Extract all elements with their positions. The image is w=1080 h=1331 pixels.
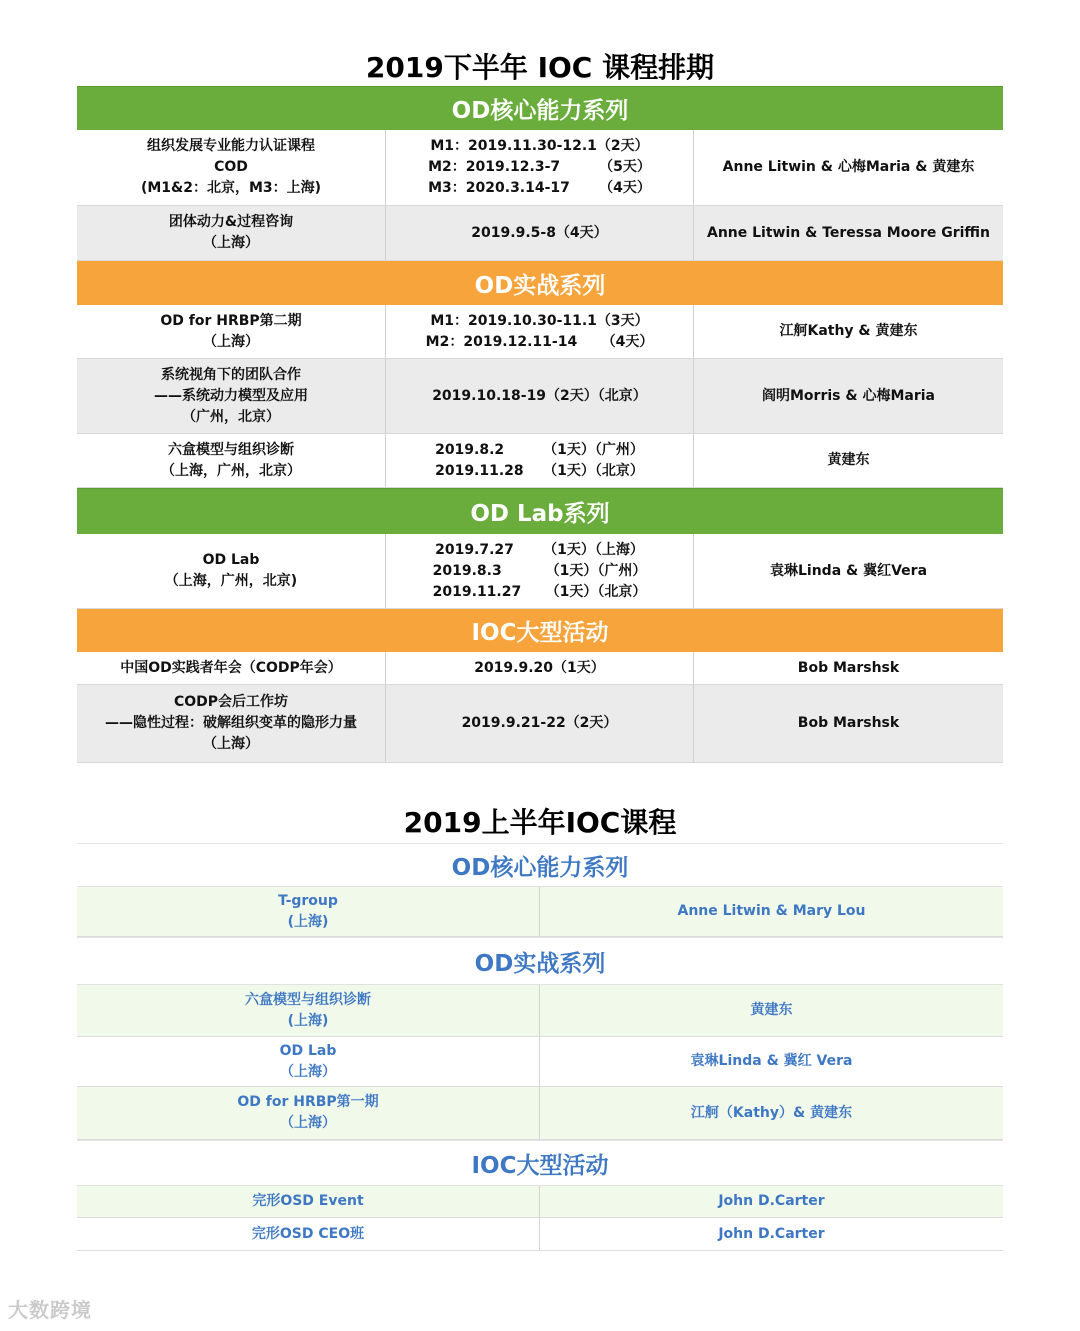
dates-cell: 2019.7.27 （1天）（上海） 2019.8.3 （1天）（广州） 2019.11.27 （1天）（北京）: [386, 534, 694, 608]
teacher-cell: John D.Carter: [718, 1193, 825, 1209]
table-row: [77, 206, 1003, 261]
section-header-ioc-events: IOC大型活动: [77, 609, 1003, 652]
course-cell: 完形OSD Event: [77, 1186, 540, 1217]
dates-cell: 2019.8.2 （1天）（广州） 2019.11.28 （1天）（北京）: [386, 434, 694, 487]
course-cell: 完形OSD CEO班: [77, 1218, 540, 1250]
table-row: [77, 1037, 1003, 1087]
teacher-cell: Bob Marshsk: [797, 659, 900, 676]
teacher-cell: 黄建东: [827, 452, 870, 468]
teacher-cell: Anne Litwin & 心梅Maria & 黄建东: [722, 159, 975, 175]
course-cell: 中国OD实践者年会（CODP年会）: [77, 652, 386, 684]
dates-cell: M1：2019.10.30-11.1（3天） M2：2019.12.11-14 （4天）: [386, 305, 694, 358]
teacher-cell: 袁琳Linda & 冀红Vera: [769, 562, 928, 579]
teacher-cell: Anne Litwin & Teressa Moore Griffin: [707, 224, 990, 241]
teacher-cell: 阎明Morris & 心梅Maria: [762, 387, 935, 404]
page-title-first-half: 2019上半年IOC课程: [403, 806, 677, 839]
dates-cell: 2019.9.20（1天）: [386, 652, 694, 684]
teacher-cell: 黄建东: [750, 1002, 793, 1018]
course-cell: 组织发展专业能力认证课程 COD (M1&2：北京，M3：上海): [77, 130, 386, 205]
teacher-cell: 江舸（Kathy）& 黄建东: [690, 1104, 853, 1121]
section-header-od-core: OD核心能力系列: [77, 843, 1003, 887]
table-row: [77, 1218, 1003, 1251]
section-header-ioc-events: IOC大型活动: [77, 1140, 1003, 1186]
table-row: [77, 305, 1003, 359]
course-cell: OD for HRBP第一期 （上海）: [77, 1087, 540, 1139]
dates-cell: M1：2019.11.30-12.1（2天） M2：2019.12.3-7 （5天） M3：2020.3.14-17 （4天）: [386, 130, 694, 205]
table-row: [77, 1087, 1003, 1140]
teacher-cell: Bob Marshsk: [797, 715, 900, 731]
course-cell: OD for HRBP第二期 （上海）: [77, 305, 386, 358]
course-cell: OD Lab （上海）: [77, 1037, 540, 1086]
table-row: [77, 359, 1003, 434]
teacher-cell: 袁琳Linda & 冀红 Vera: [690, 1053, 853, 1069]
dates-cell: 2019.9.21-22（2天）: [386, 685, 694, 762]
section-header-od-practice: OD实战系列: [77, 261, 1003, 305]
table-row: [77, 1186, 1003, 1218]
course-cell: 团体动力&过程咨询 （上海）: [77, 206, 386, 260]
page-title-second-half: 2019下半年 IOC 课程排期: [365, 51, 715, 84]
table-row: [77, 434, 1003, 488]
teacher-cell: John D.Carter: [718, 1225, 825, 1242]
course-cell: OD Lab （上海，广州，北京): [77, 534, 386, 608]
table-row: [77, 887, 1003, 937]
table-row: [77, 985, 1003, 1037]
section-header-od-lab: OD Lab系列: [77, 488, 1003, 534]
course-cell: 系统视角下的团队合作 ——系统动力模型及应用 （广州，北京）: [77, 359, 386, 433]
section-header-od-core: OD核心能力系列: [77, 86, 1003, 130]
course-cell: T-group (上海): [77, 887, 540, 936]
course-cell: 六盒模型与组织诊断 (上海): [77, 985, 540, 1036]
schedule-table-2019-h1: [77, 843, 1003, 1251]
course-cell: 六盒模型与组织诊断 （上海，广州，北京）: [77, 434, 386, 487]
dates-cell: 2019.9.5-8（4天）: [386, 206, 694, 260]
table-row: [77, 130, 1003, 206]
schedule-table-2019-h2: [77, 86, 1003, 763]
table-row: [77, 534, 1003, 609]
teacher-cell: Anne Litwin & Mary Lou: [677, 903, 866, 919]
watermark-logo: 大数跨境: [8, 1298, 92, 1322]
teacher-cell: 江舸Kathy & 黄建东: [779, 323, 918, 339]
course-cell: CODP会后工作坊 ——隐性过程：破解组织变革的隐形力量 （上海）: [77, 685, 386, 762]
section-header-od-practice: OD实战系列: [77, 937, 1003, 985]
table-row: [77, 652, 1003, 685]
table-row: [77, 685, 1003, 763]
dates-cell: 2019.10.18-19（2天）（北京）: [386, 359, 694, 433]
